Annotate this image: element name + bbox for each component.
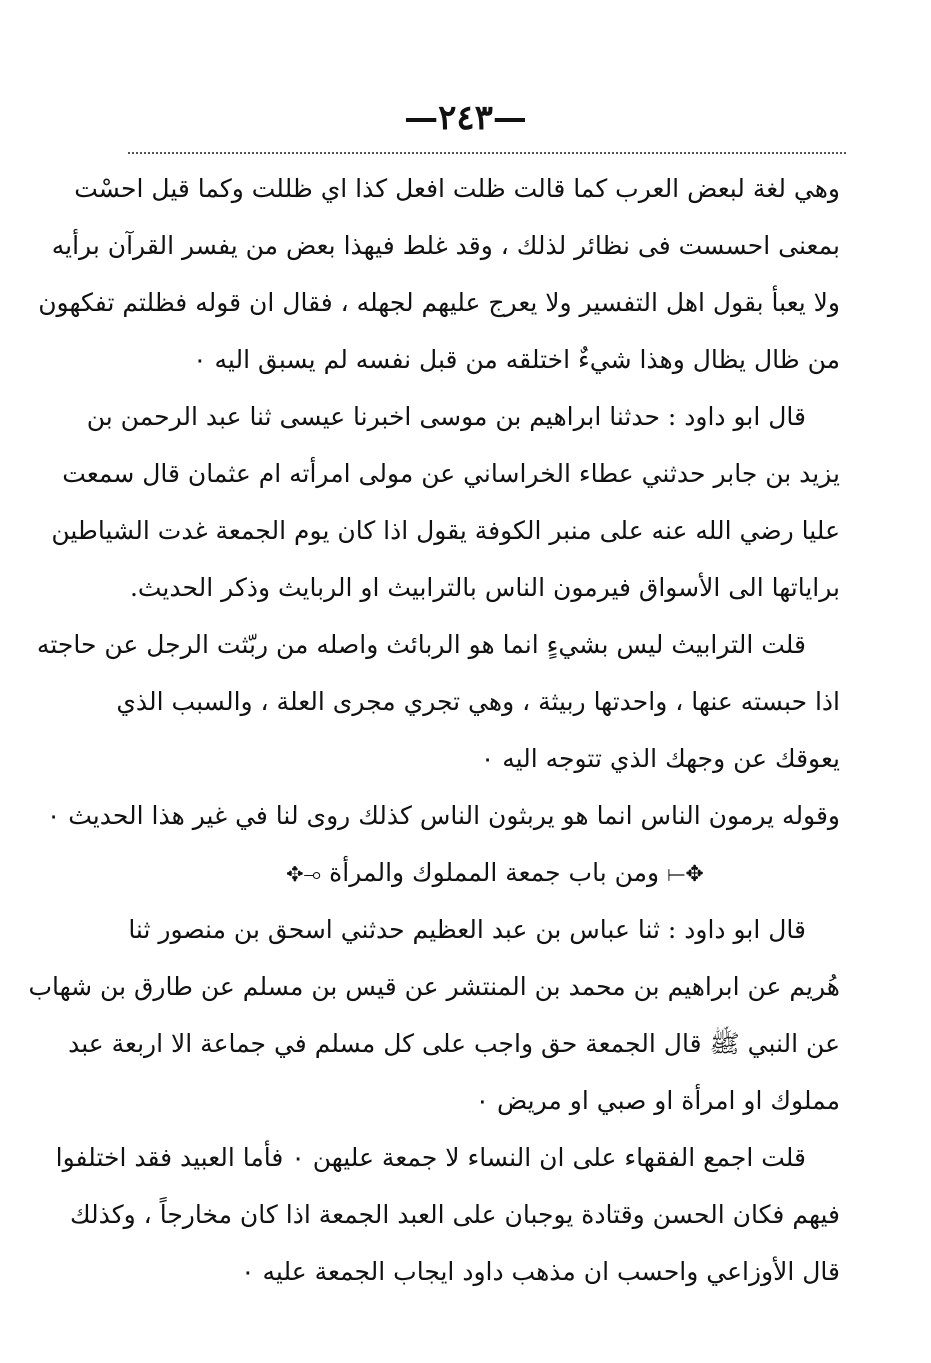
text-line: من ظال يظال وهذا شيءٌ اختلقه من قبل نفسه لم يسبق اليه ٠ xyxy=(193,345,840,374)
text-line: اذا حبسته عنها ، واحدتها ربيثة ، وهي تجري مجرى العلة ، والسبب الذي xyxy=(116,687,840,716)
heading-text: ومن باب جمعة المملوك والمرأة xyxy=(329,858,660,887)
text-line: يزيد بن جابر حدثني عطاء الخراساني عن مولى امرأته ام عثمان قال سمعت xyxy=(62,459,840,488)
text-line: وقوله يرمون الناس انما هو يربثون الناس كذلك روى لنا في غير هذا الحديث ٠ xyxy=(46,801,840,830)
text-line: مملوك او امرأة او صبي او مريض ٠ xyxy=(475,1086,840,1115)
text-line: قال ابو داود : ثنا عباس بن عبد العظيم حدثني اسحق بن منصور ثنا xyxy=(128,915,806,944)
text-line: ولا يعبأ بقول اهل التفسير ولا يعرج عليهم لجهله ، فقال ان قوله فظلتم تفكهون xyxy=(38,288,840,317)
heading-ornament-left: ⟜✥ xyxy=(286,862,322,887)
text-line: قلت اجمع الفقهاء على ان النساء لا جمعة عليهن ٠ فأما العبيد فقد اختلفوا xyxy=(55,1143,806,1172)
text-line: عن النبي ﷺ قال الجمعة حق واجب على كل مسلم في جماعة الا اربعة عبد xyxy=(68,1029,840,1058)
text-line: بمعنى احسست فى نظائر لذلك ، وقد غلط فيهذا بعض من يفسر القرآن برأيه xyxy=(51,231,840,260)
text-line: يعوقك عن وجهك الذي تتوجه اليه ٠ xyxy=(480,744,840,773)
text-line: قلت الترابيث ليس بشيءٍ انما هو الربائث واصله من ربّثت الرجل عن حاجته xyxy=(36,630,806,659)
text-line: فيهم فكان الحسن وقتادة يوجبان على العبد الجمعة اذا كان مخارجاً ، وكذلك xyxy=(69,1200,840,1229)
heading-ornament-right: ✥⟞ xyxy=(667,862,704,887)
text-line: براياتها الى الأسواق فيرمون الناس بالترابيث او الربايث وذكر الحديث. xyxy=(129,573,840,602)
page-number: —٢٤٣— xyxy=(404,98,527,138)
text-line: هُريم عن ابراهيم بن محمد بن المنتشر عن قيس بن مسلم عن طارق بن شهاب xyxy=(28,972,840,1001)
text-line: عليا رضي الله عنه على منبر الكوفة يقول اذا كان يوم الجمعة غدت الشياطين xyxy=(51,516,840,545)
header-divider xyxy=(128,152,846,154)
section-heading xyxy=(150,844,840,901)
body-text xyxy=(28,160,840,1300)
text-line: وهي لغة لبعض العرب كما قالت ظلت افعل كذا اي ظللت وكما قيل احسْت xyxy=(74,174,840,203)
text-line: قال الأوزاعي واحسب ان مذهب داود ايجاب الجمعة عليه ٠ xyxy=(241,1257,840,1286)
text-line: قال ابو داود : حدثنا ابراهيم بن موسى اخبرنا عيسى ثنا عبد الرحمن بن xyxy=(86,402,806,431)
